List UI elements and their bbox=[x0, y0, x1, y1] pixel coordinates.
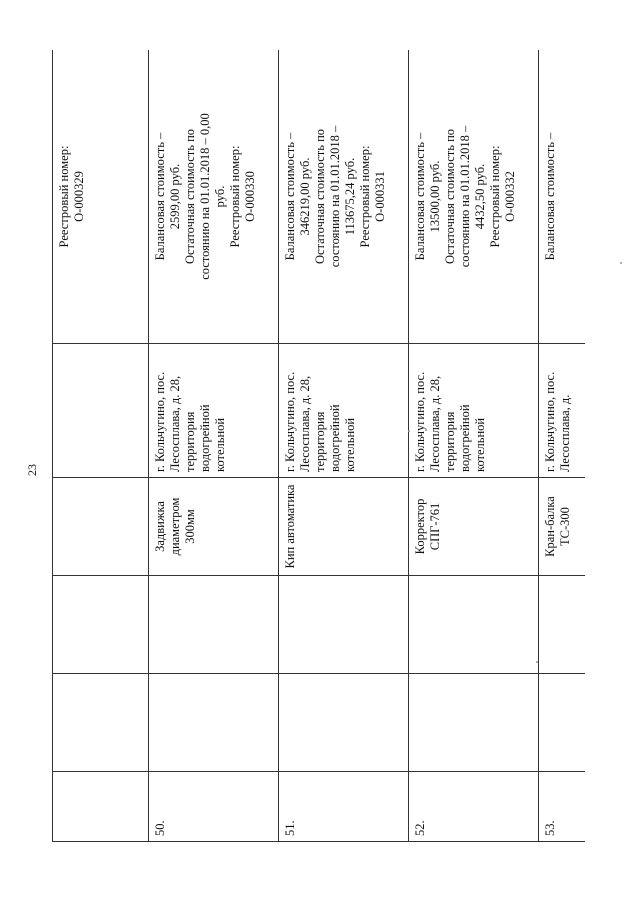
address-cell: г. Кольчугино, пос. Лесосплава, д. 28, территория водогрейной котельной bbox=[279, 344, 409, 478]
blank-cell bbox=[149, 576, 279, 674]
scan-speck bbox=[408, 430, 410, 432]
info-cell bbox=[53, 50, 149, 344]
info-cell bbox=[279, 50, 409, 344]
item-name-cell: Кип автоматика bbox=[279, 478, 409, 576]
info-line: 4432,50 руб. bbox=[473, 163, 487, 230]
row-number-cell: 51. bbox=[279, 772, 409, 842]
info-line: 2599,00 руб. bbox=[168, 163, 182, 230]
info-line: состоянию на 01.01.2018 – 0,00 bbox=[198, 113, 212, 280]
info-line: Балансовая стоимость – bbox=[283, 132, 297, 261]
item-name-cell: Корректор СПГ-761 bbox=[409, 478, 539, 576]
info-line: Балансовая стоимость – bbox=[153, 132, 167, 261]
blank-cell bbox=[279, 576, 409, 674]
page-number: 23 bbox=[25, 464, 39, 476]
info-cell bbox=[539, 50, 586, 344]
row-number-cell: 53. bbox=[539, 772, 586, 842]
info-line: Реестровый номер: bbox=[488, 145, 502, 248]
row-number-cell: 52. bbox=[409, 772, 539, 842]
address-cell: г. Кольчугино, пос. Лесосплава, д. 28, территория водогрейной котельной bbox=[409, 344, 539, 478]
table-row bbox=[53, 50, 149, 842]
info-line: О-000332 bbox=[503, 171, 517, 222]
table-row bbox=[279, 50, 409, 842]
scan-speck bbox=[536, 661, 538, 663]
info-line: Остаточная стоимость по bbox=[183, 128, 197, 265]
table-row bbox=[539, 50, 586, 842]
address-cell: г. Кольчугино, пос. Лесосплава, д. 28, территория водогрейной котельной bbox=[149, 344, 279, 478]
info-line: руб. bbox=[213, 185, 227, 208]
blank-cell bbox=[279, 674, 409, 772]
blank-cell bbox=[539, 576, 586, 674]
info-line: Балансовая стоимость – bbox=[413, 132, 427, 261]
property-registry-table bbox=[52, 50, 585, 842]
address-cell: г. Кольчугино, пос. Лесосплава, д. bbox=[539, 344, 586, 478]
scan-speck bbox=[620, 262, 622, 264]
info-line: О-000331 bbox=[373, 171, 387, 222]
table-row bbox=[409, 50, 539, 842]
info-line: состоянию на 01.01.2018 – bbox=[458, 125, 472, 268]
info-line: Реестровый номер: bbox=[57, 145, 71, 248]
blank-cell bbox=[149, 674, 279, 772]
info-line: Балансовая стоимость – bbox=[543, 132, 557, 261]
info-cell bbox=[149, 50, 279, 344]
info-line: 113675,24 руб. bbox=[343, 157, 357, 236]
info-line: Реестровый номер: bbox=[358, 145, 372, 248]
row-number-cell: 50. bbox=[149, 772, 279, 842]
info-line: О-000329 bbox=[72, 171, 86, 222]
table-row bbox=[149, 50, 279, 842]
info-line: О-000330 bbox=[243, 171, 257, 222]
info-line: Остаточная стоимость по bbox=[313, 128, 327, 265]
blank-cell bbox=[409, 576, 539, 674]
item-name-cell bbox=[53, 478, 149, 576]
item-name-cell: Задвижка диаметром 300мм bbox=[149, 478, 279, 576]
info-line: Остаточная стоимость по bbox=[443, 128, 457, 265]
document-table-frame bbox=[52, 50, 585, 842]
blank-cell bbox=[53, 576, 149, 674]
blank-cell bbox=[409, 674, 539, 772]
info-line: 13500,00 руб. bbox=[428, 160, 442, 233]
item-name-cell: Кран-балка ТС-300 bbox=[539, 478, 586, 576]
info-cell bbox=[409, 50, 539, 344]
address-cell bbox=[53, 344, 149, 478]
blank-cell bbox=[53, 674, 149, 772]
info-line: 346219,00 руб. bbox=[298, 157, 312, 236]
blank-cell bbox=[539, 674, 586, 772]
row-number-cell bbox=[53, 772, 149, 842]
info-line: состоянию на 01.01.2018 – bbox=[328, 125, 342, 268]
info-line: Реестровый номер: bbox=[228, 145, 242, 248]
